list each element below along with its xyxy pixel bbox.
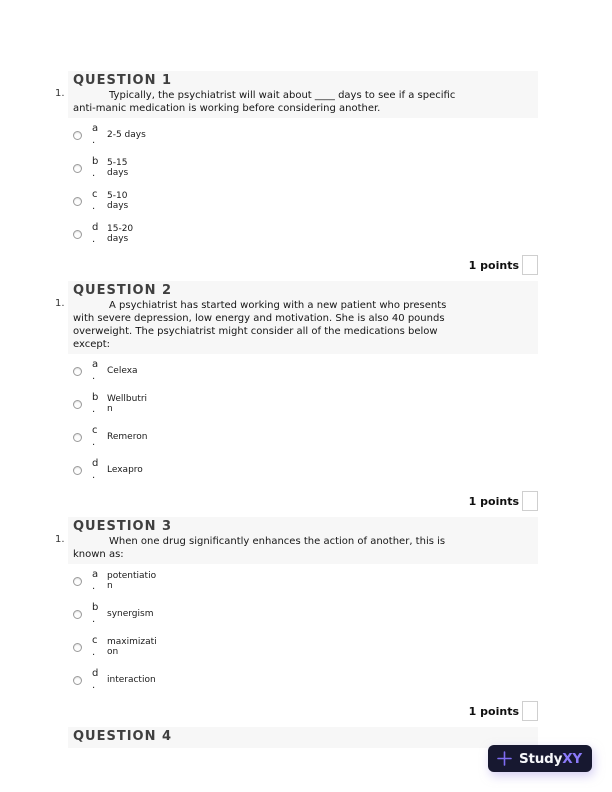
option-text: [107, 189, 128, 213]
option-row: [73, 359, 538, 383]
options-list: [73, 569, 538, 692]
option-text: [107, 359, 138, 383]
option-row: [73, 602, 538, 626]
points-box: [522, 701, 538, 721]
question-header: QUESTION 2: [73, 283, 173, 298]
question-header: QUESTION 3: [73, 519, 173, 534]
option-letter-period: .: [92, 647, 96, 658]
radio-option-c[interactable]: [73, 197, 82, 206]
option-text-line: Celexa: [107, 365, 138, 376]
option-text-line: potentiatio: [107, 570, 157, 581]
option-letter-char: c: [92, 189, 98, 200]
question-text-block: [68, 727, 538, 748]
option-letter-period: .: [92, 234, 96, 245]
points-box: [522, 491, 538, 511]
option-letter: [92, 189, 103, 213]
option-letter-period: .: [92, 404, 96, 415]
option-row: [73, 425, 538, 449]
question-section-2: [55, 281, 538, 511]
question-number: 1.: [55, 88, 65, 99]
option-row: [73, 123, 538, 147]
brand-name-secondary: XY: [562, 750, 582, 767]
question-text-line: Typically, the psychiatrist will wait about ____ days to see if a specific: [109, 90, 456, 101]
options-list: [73, 123, 538, 246]
option-letter: [92, 392, 103, 416]
option-letter-period: .: [92, 437, 96, 448]
option-text: [107, 602, 153, 626]
question-text-line: anti-manic medication is working before considering another.: [73, 103, 381, 114]
question-text-line: except:: [73, 339, 111, 350]
question-text-block: [68, 517, 538, 564]
option-text-line: interaction: [107, 674, 156, 685]
option-row: [73, 668, 538, 692]
option-letter: [92, 635, 103, 659]
radio-option-d[interactable]: [73, 676, 82, 685]
question-text-line: A psychiatrist has started working with a new patient who presents: [109, 300, 447, 311]
question-text-line: with severe depression, low energy and motivation. She is also 40 pounds: [73, 313, 445, 324]
option-letter: [92, 458, 103, 482]
option-text-line: 15-20: [107, 223, 134, 234]
radio-option-d[interactable]: [73, 466, 82, 475]
points-label: 1 points: [468, 494, 519, 508]
plus-icon: [497, 751, 512, 766]
option-text: [107, 123, 146, 147]
option-letter-char: d: [92, 668, 99, 679]
option-row: [73, 458, 538, 482]
option-letter-char: c: [92, 635, 98, 646]
question-section-1: [55, 71, 538, 275]
option-letter-period: .: [92, 470, 96, 481]
option-text: [107, 458, 143, 482]
option-row: [73, 635, 538, 659]
option-letter-char: c: [92, 425, 98, 436]
question-number: 1.: [55, 298, 65, 309]
option-letter-period: .: [92, 614, 96, 625]
option-text-line: Wellbutri: [107, 393, 148, 404]
question-text-block: [68, 71, 538, 118]
option-letter-char: b: [92, 392, 99, 403]
option-letter: [92, 569, 103, 593]
option-letter-period: .: [92, 135, 96, 146]
option-text-line: days: [107, 234, 129, 244]
option-text-line: Lexapro: [107, 464, 143, 475]
option-letter-period: .: [92, 371, 96, 382]
option-letter-char: a: [92, 123, 99, 134]
brand-name: [519, 751, 582, 767]
option-letter-char: d: [92, 458, 99, 469]
radio-option-d[interactable]: [73, 230, 82, 239]
option-letter-period: .: [92, 581, 96, 592]
option-text-line: 2-5 days: [107, 129, 146, 140]
question-header: QUESTION 4: [73, 729, 173, 744]
question-number: 1.: [55, 534, 65, 545]
option-text-line: on: [107, 647, 119, 657]
option-text: [107, 668, 156, 692]
option-letter: [92, 156, 103, 180]
option-text-line: n: [107, 404, 113, 414]
option-text-line: days: [107, 201, 129, 211]
option-row: [73, 156, 538, 180]
option-letter: [92, 222, 103, 246]
points-row: [55, 491, 538, 511]
question-section-3: [55, 517, 538, 721]
question-text-block: [68, 281, 538, 354]
option-text-line: synergism: [107, 608, 154, 619]
question-text-line: overweight. The psychiatrist might consider all of the medications below: [73, 326, 438, 337]
option-text-line: 5-10: [107, 190, 128, 201]
option-row: [73, 392, 538, 416]
option-text: [107, 222, 133, 246]
option-letter: [92, 123, 103, 147]
option-text: [107, 156, 128, 180]
option-row: [73, 189, 538, 213]
radio-option-b[interactable]: [73, 610, 82, 619]
option-text-line: 5-15: [107, 157, 128, 168]
option-letter-period: .: [92, 201, 96, 212]
option-letter: [92, 668, 103, 692]
radio-option-b[interactable]: [73, 164, 82, 173]
points-row: [55, 255, 538, 275]
option-text: [107, 425, 147, 449]
option-text-line: maximizati: [107, 636, 157, 647]
option-letter-char: a: [92, 359, 99, 370]
radio-option-b[interactable]: [73, 400, 82, 409]
question-header: QUESTION 1: [73, 73, 173, 88]
radio-option-c[interactable]: [73, 433, 82, 442]
points-label: 1 points: [468, 258, 519, 272]
points-label: 1 points: [468, 704, 519, 718]
option-text-line: n: [107, 581, 113, 591]
option-letter-period: .: [92, 168, 96, 179]
question-text-line: known as:: [73, 549, 124, 560]
radio-option-c[interactable]: [73, 643, 82, 652]
quiz-content: [55, 71, 538, 748]
option-text-line: days: [107, 168, 129, 178]
option-row: [73, 569, 538, 593]
option-text-line: Remeron: [107, 431, 148, 442]
studyxy-brand-badge: [488, 745, 592, 772]
points-box: [522, 255, 538, 275]
points-row: [55, 701, 538, 721]
option-letter-char: d: [92, 222, 99, 233]
radio-option-a[interactable]: [73, 367, 82, 376]
option-row: [73, 222, 538, 246]
radio-option-a[interactable]: [73, 131, 82, 140]
option-letter: [92, 425, 103, 449]
option-letter-char: b: [92, 602, 99, 613]
option-letter-char: a: [92, 569, 99, 580]
option-text: [107, 569, 156, 593]
option-letter-period: .: [92, 680, 96, 691]
option-text: [107, 392, 147, 416]
radio-option-a[interactable]: [73, 577, 82, 586]
option-letter: [92, 602, 103, 626]
options-list: [73, 359, 538, 482]
option-text: [107, 635, 157, 659]
option-letter-char: b: [92, 156, 99, 167]
question-text-line: When one drug significantly enhances the action of another, this is: [109, 536, 446, 547]
brand-name-primary: Study: [518, 750, 563, 767]
question-section-4: [55, 727, 538, 748]
option-letter: [92, 359, 103, 383]
